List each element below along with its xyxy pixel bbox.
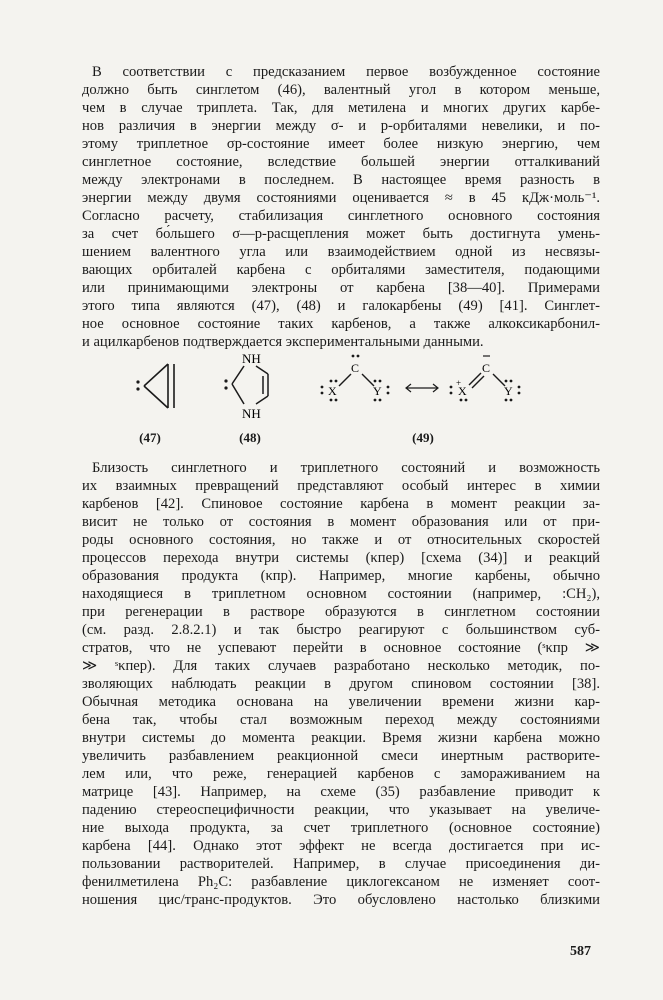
compound-label-49: (49) bbox=[412, 430, 434, 445]
text-line: ное основное состояние таких карбенов, а также алкоксикарбонил- bbox=[82, 316, 600, 332]
text-line: этому триплетное σp-состояние имеет более низкую энергию, чем bbox=[82, 136, 600, 152]
text-line: Согласно расчету, стабилизация синглетного основного состояния bbox=[82, 208, 600, 224]
text-line: синглетное состояние, вследствие большей энергии отталкиваний bbox=[82, 154, 600, 170]
text-line: их взаимных превращений представляют особый интерес в химии bbox=[82, 478, 600, 494]
text-line: Близость синглетного и триплетного состояний и возможность bbox=[92, 460, 600, 476]
text-line: этого типа являются (47), (48) и галокарбены (49) [41]. Синглет- bbox=[82, 298, 600, 314]
text-line: чем в случае триплета. Так, для метилена и многих других карбе- bbox=[82, 100, 600, 116]
nh-label: NH bbox=[242, 351, 261, 366]
x-atom: X bbox=[328, 384, 337, 398]
text-line: лем или, что реже, генерацией карбенов с замораживанием на bbox=[82, 766, 600, 782]
text-line: карбена [44]. Однако этот эффект не всегда достигается при ис- bbox=[82, 838, 600, 854]
text-line: (см. разд. 2.8.2.1) и так быстро реагируют с большинством суб- bbox=[82, 622, 600, 638]
text-line: Обычная методика основана на увеличении времени жизни кар- bbox=[82, 694, 600, 710]
text-line: пользовании растворителей. Например, в случае присоединения ди- bbox=[82, 856, 600, 872]
page-number: 587 bbox=[570, 944, 591, 959]
text-line: внутри системы до момента реакции. Время жизни карбена можно bbox=[82, 730, 600, 746]
text-line: матрице [43]. Например, на схеме (35) разбавление приводит к bbox=[82, 784, 600, 800]
text-line: карбенов [42]. Спиновое состояние карбена в момент реакции за- bbox=[82, 496, 600, 512]
c-atom: C bbox=[482, 361, 491, 375]
text-line: и ацилкарбенов подтверждается экспериментальными данными. bbox=[82, 334, 484, 350]
y-atom: Y bbox=[504, 384, 513, 398]
text-line: роды основного состояния, но также и от относительных скоростей bbox=[82, 532, 600, 548]
text-line: падению стереоспецифичности реакции, что указывает на увеличе- bbox=[82, 802, 600, 818]
svg-text:+: + bbox=[456, 378, 462, 388]
text-line: энергии между двумя состояниями оценивается ≈ в 45 кДж·моль⁻¹. bbox=[82, 190, 600, 206]
text-line: должно быть синглетом (46), валентный угол в котором меньше, bbox=[82, 82, 600, 98]
text-line: стратов, что не успевают перейти в основное состояние (ˢκпр ≫ bbox=[82, 640, 600, 656]
text-line: находящиеся в триплетном основном состоянии (например, :CH₂), bbox=[82, 586, 600, 602]
text-line: зволяющих наблюдать реакции в другом спиновом состоянии [38]. bbox=[82, 676, 600, 692]
c-atom: C bbox=[351, 361, 360, 375]
text-line: при регенерации в растворе образуются в синглетном состоянии bbox=[82, 604, 600, 620]
compound-label-47: (47) bbox=[139, 430, 161, 445]
text-line: фенилметилена Ph₂C: разбавление циклогексаном не изменяет соот- bbox=[82, 874, 600, 890]
text-line: В соответствии с предсказанием первое возбужденное состояние bbox=[92, 64, 600, 80]
text-line: нов различия в энергии между σ- и p-орбиталями невелики, и по- bbox=[82, 118, 600, 134]
text-line: между электронами в последнем. В настоящее время разность в bbox=[82, 172, 600, 188]
x-atom: X bbox=[458, 384, 467, 398]
text-line: ношения цис/транс-продуктов. Это обусловлено настолько близкими bbox=[82, 892, 600, 908]
text-line: увеличить разбавлением реакционной смеси инертным растворите- bbox=[82, 748, 600, 764]
text-line: ≫ ˢκпер). Для таких случаев разработано несколько методик, по- bbox=[82, 658, 600, 674]
compound-label-48: (48) bbox=[239, 430, 261, 445]
text-line: образования продукта (κпр). Например, многие карбены, обычно bbox=[82, 568, 600, 584]
nh-label: NH bbox=[242, 406, 261, 421]
text-line: процессов перехода внутри системы (κпер) [схема (34)] и реакций bbox=[82, 550, 600, 566]
text-line: ние выхода продукта, за счет триплетного (основное состояние) bbox=[82, 820, 600, 836]
text-line: за счет бо́льшего σ—p-расщепления может быть достигнута умень- bbox=[82, 226, 600, 242]
text-line: шением валентного угла или взаимодействием одной из несвязы- bbox=[82, 244, 600, 260]
y-atom: Y bbox=[373, 384, 382, 398]
text-line: висит не только от состояния в момент образования или от при- bbox=[82, 514, 600, 530]
text-line: вающих орбиталей карбена с орбиталями заместителя, подающими bbox=[82, 262, 600, 278]
text-line: или принимающими электроны от карбена [38—40]. Примерами bbox=[82, 280, 600, 296]
text-line: бена так, чтобы стал возможным переход между состояниями bbox=[82, 712, 600, 728]
